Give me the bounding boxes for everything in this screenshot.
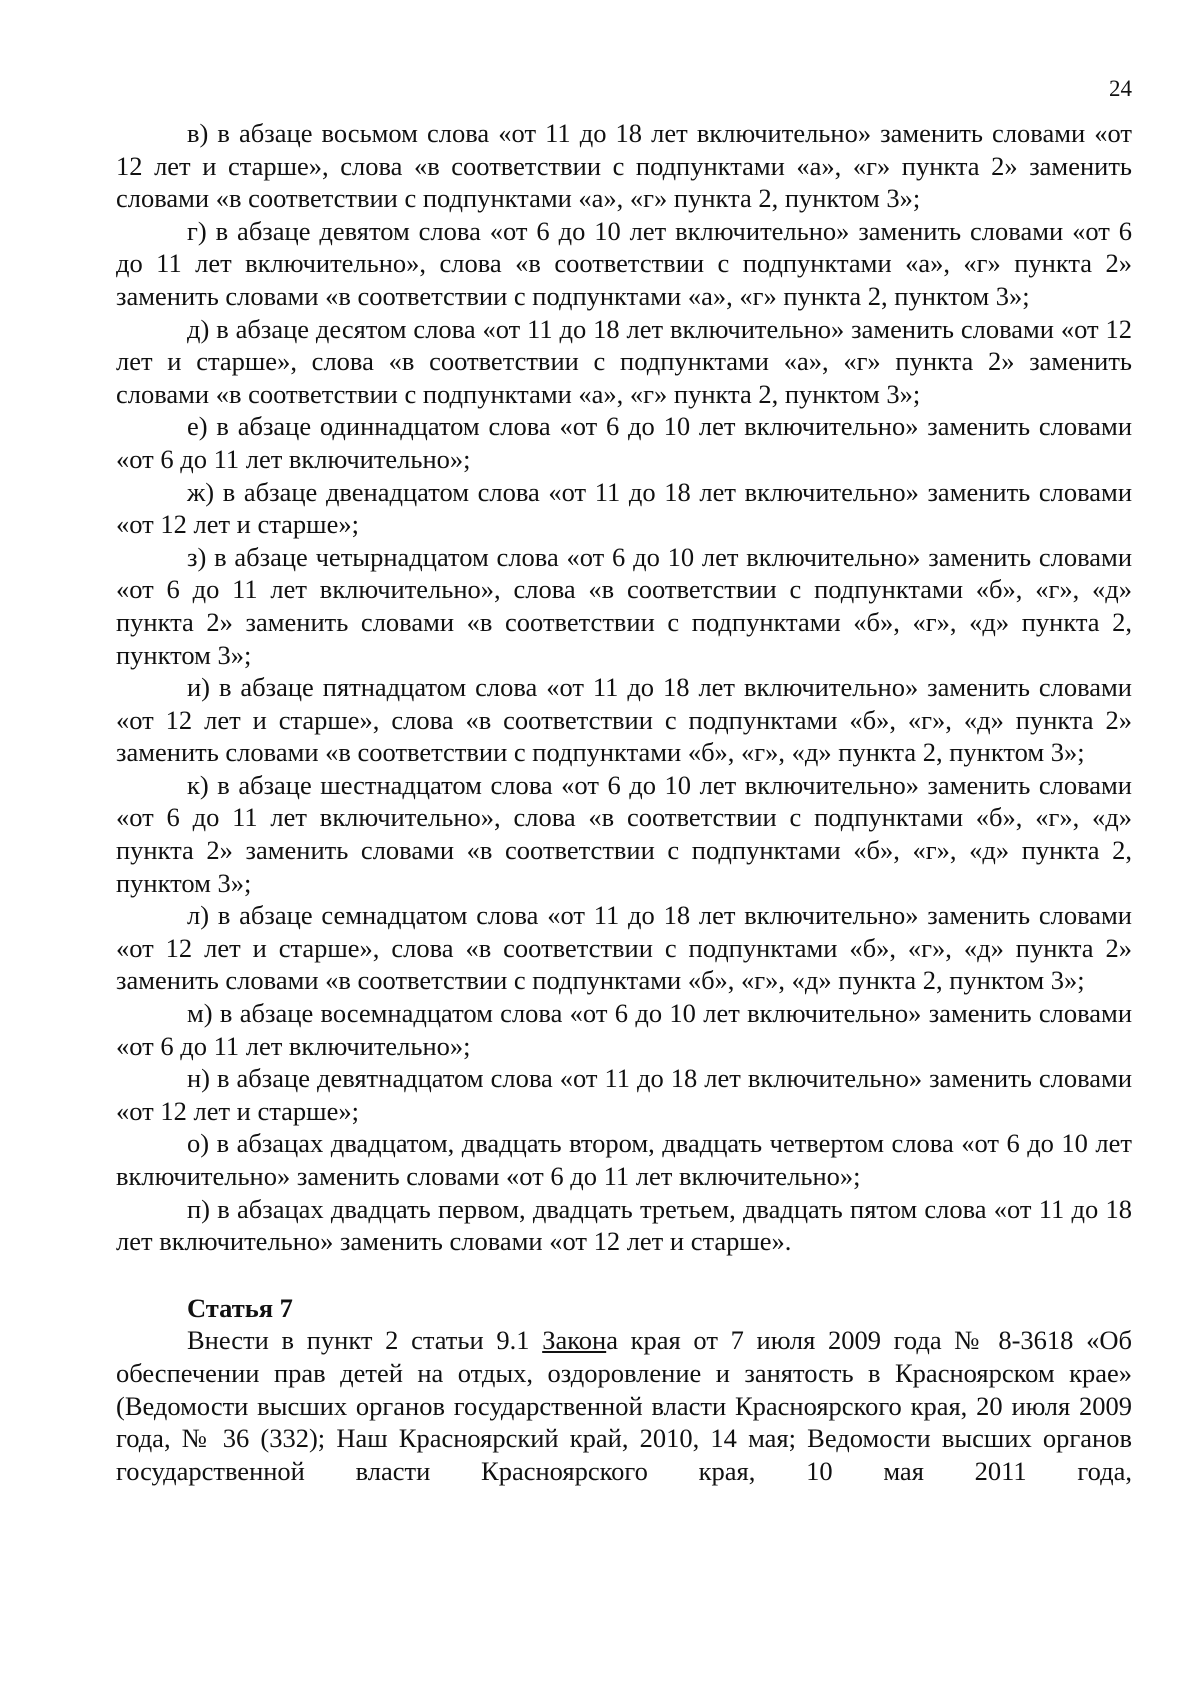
article-text-before-link: Внести в пункт 2 статьи 9.1 bbox=[187, 1325, 543, 1356]
amendment-paragraph-k: к) в абзаце шестнадцатом слова «от 6 до 10 лет включительно» заменить словами «от 6 до 11 лет включительно», слова «в соответствии с подпунктами «б», «г», «д» пункта 2» заменить словами «в соответствии с подпунктами «б», «г», «д» пункта 2, пунктом 3»; bbox=[116, 769, 1132, 898]
article-text-after-link: а края от 7 июля 2009 года № 8-3618 «Об обеспечении прав детей на отдых, оздоровление и занятость в Красноярском крае» (Ведомости высших органов государственной власти Красноярского края, 20 июля 2009 года, № 36 (332); Наш Красноярский край, 2010, 14 мая; Ведомости высших органов государственной власти Красноярского края, 10 мая 2011 года, bbox=[116, 1325, 1132, 1486]
amendment-paragraph-n: н) в абзаце девятнадцатом слова «от 11 до 18 лет включительно» заменить словами «от 12 лет и старше»; bbox=[116, 1063, 1132, 1126]
page-number: 24 bbox=[1109, 76, 1132, 101]
amendment-paragraph-o: о) в абзацах двадцатом, двадцать втором, двадцать четвертом слова «от 6 до 10 лет включительно» заменить словами «от 6 до 11 лет включительно»; bbox=[116, 1128, 1132, 1191]
amendment-paragraph-l: л) в абзаце семнадцатом слова «от 11 до 18 лет включительно» заменить словами «от 12 лет и старше», слова «в соответствии с подпунктами «б», «г», «д» пункта 2» заменить словами «в соответствии с подпунктами «б», «г», «д» пункта 2, пунктом 3»; bbox=[116, 900, 1132, 996]
amendment-paragraph-d: д) в абзаце десятом слова «от 11 до 18 лет включительно» заменить словами «от 12 лет и старше», слова «в соответствии с подпунктами «а», «г» пункта 2» заменить словами «в соответствии с подпунктами «а», «г» пункта 2, пунктом 3»; bbox=[116, 313, 1132, 409]
amendment-paragraph-i: и) в абзаце пятнадцатом слова «от 11 до 18 лет включительно» заменить словами «от 12 лет и старше», слова «в соответствии с подпунктами «б», «г», «д» пункта 2» заменить словами «в соответствии с подпунктами «б», «г», «д» пункта 2, пунктом 3»; bbox=[116, 672, 1132, 768]
law-link[interactable]: Закон bbox=[542, 1325, 607, 1356]
amendment-paragraph-zh: ж) в абзаце двенадцатом слова «от 11 до 18 лет включительно» заменить словами «от 12 лет и старше»; bbox=[116, 476, 1132, 540]
amendment-paragraph-e: е) в абзаце одиннадцатом слова «от 6 до 10 лет включительно» заменить словами «от 6 до 11 лет включительно»; bbox=[116, 411, 1132, 474]
article-7-text bbox=[116, 1324, 1132, 1487]
amendment-paragraph-z: з) в абзаце четырнадцатом слова «от 6 до 10 лет включительно» заменить словами «от 6 до 11 лет включительно», слова «в соответствии с подпунктами «б», «г», «д» пункта 2» заменить словами «в соответствии с подпунктами «б», «г», «д» пункта 2, пунктом 3»; bbox=[116, 541, 1132, 670]
amendment-paragraph-p: п) в абзацах двадцать первом, двадцать третьем, двадцать пятом слова «от 11 до 18 лет включительно» заменить словами «от 12 лет и старше». bbox=[116, 1193, 1132, 1257]
amendment-paragraph-v: в) в абзаце восьмом слова «от 11 до 18 лет включительно» заменить словами «от 12 лет и старше», слова «в соответствии с подпунктами «а», «г» пункта 2» заменить словами «в соответствии с подпунктами «а», «г» пункта 2, пунктом 3»; bbox=[116, 118, 1132, 214]
article-heading: Статья 7 bbox=[187, 1292, 293, 1323]
amendment-paragraph-g: г) в абзаце девятом слова «от 6 до 10 лет включительно» заменить словами «от 6 до 11 лет включительно», слова «в соответствии с подпунктами «а», «г» пункта 2» заменить словами «в соответствии с подпунктами «а», «г» пункта 2, пунктом 3»; bbox=[116, 215, 1132, 311]
amendment-paragraph-m: м) в абзаце восемнадцатом слова «от 6 до 10 лет включительно» заменить словами «от 6 до 11 лет включительно»; bbox=[116, 998, 1132, 1061]
document-body bbox=[116, 117, 1132, 1487]
